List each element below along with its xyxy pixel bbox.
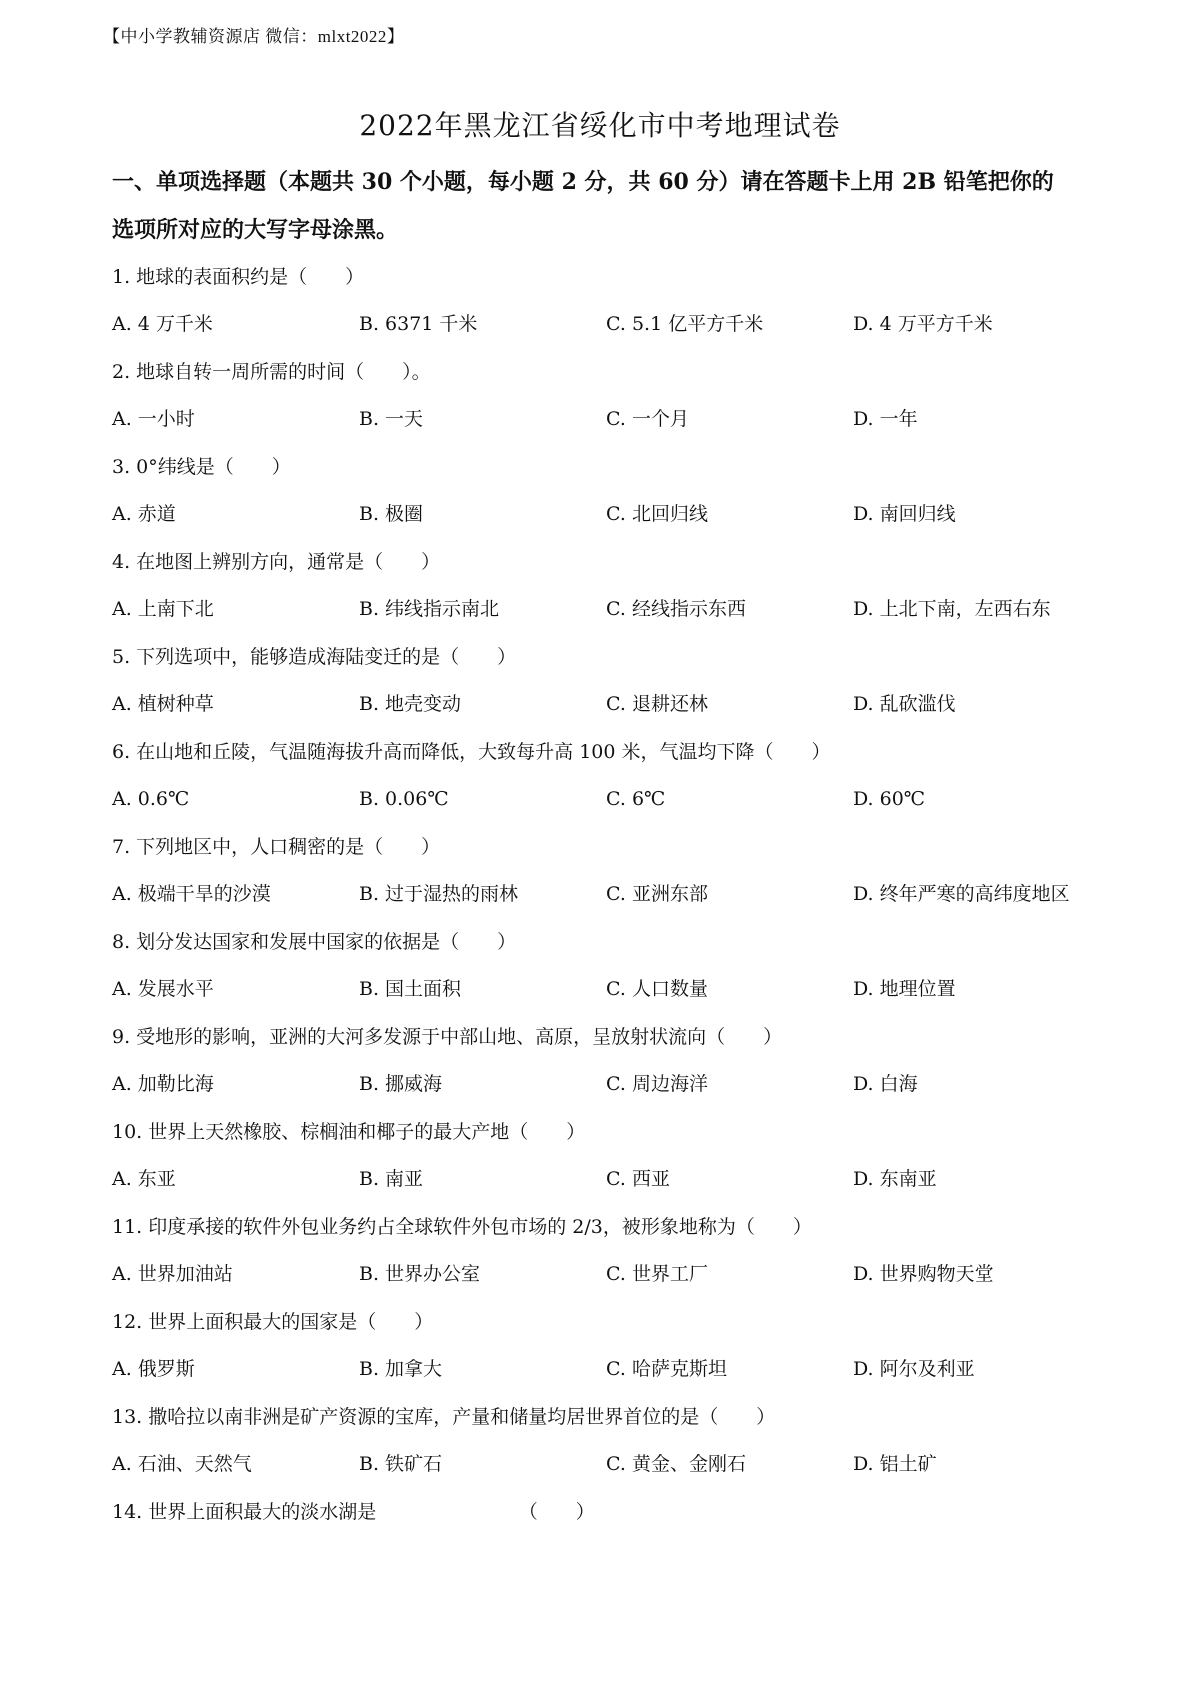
option-c: C. 哈萨克斯坦 — [606, 1358, 727, 1380]
question-stem: 10. 世界上天然橡胶、棕榈油和椰子的最大产地（ ） — [112, 1121, 586, 1143]
question-12 — [112, 1298, 1112, 1393]
question-10 — [112, 1108, 1112, 1203]
option-a: A. 石油、天然气 — [112, 1453, 252, 1475]
question-options — [112, 396, 1112, 443]
question-stem: 9. 受地形的影响，亚洲的大河多发源于中部山地、高原，呈放射状流向（ ） — [112, 1026, 783, 1048]
option-d: D. 铝土矿 — [853, 1453, 937, 1475]
option-c: C. 世界工厂 — [606, 1263, 708, 1285]
option-d: D. 60℃ — [853, 788, 926, 810]
question-options — [112, 681, 1112, 728]
question-options — [112, 1346, 1112, 1393]
option-d: D. 南回归线 — [853, 503, 956, 525]
document-title: 2022年黑龙江省绥化市中考地理试卷 — [359, 109, 841, 142]
option-a: A. 世界加油站 — [112, 1263, 233, 1285]
question-stem: 4. 在地图上辨别方向，通常是（ ） — [112, 551, 441, 573]
option-b: B. 南亚 — [359, 1168, 424, 1190]
option-b: B. 挪威海 — [359, 1073, 443, 1095]
question-9 — [112, 1013, 1112, 1108]
option-c: C. 5.1 亿平方千米 — [606, 313, 764, 335]
question-8 — [112, 918, 1112, 1013]
question-stem: 11. 印度承接的软件外包业务约占全球软件外包市场的 2/3，被形象地称为（ ） — [112, 1216, 812, 1238]
question-options — [112, 491, 1112, 538]
option-b: B. 极圈 — [359, 503, 424, 525]
option-b: B. 铁矿石 — [359, 1453, 443, 1475]
question-stem: 1. 地球的表面积约是（ ） — [112, 266, 365, 288]
question-2 — [112, 348, 1112, 443]
question-6 — [112, 728, 1112, 823]
option-c: C. 经线指示东西 — [606, 598, 746, 620]
option-b: B. 国土面积 — [359, 978, 462, 1000]
question-14 — [112, 1488, 1112, 1536]
option-b: B. 6371 千米 — [359, 313, 478, 335]
question-4 — [112, 538, 1112, 633]
option-a: A. 东亚 — [112, 1168, 176, 1190]
question-options — [112, 1251, 1112, 1298]
option-c: C. 人口数量 — [606, 978, 708, 1000]
option-b: B. 纬线指示南北 — [359, 598, 500, 620]
option-d: D. 地理位置 — [853, 978, 956, 1000]
option-d: D. 4 万平方千米 — [853, 313, 993, 335]
question-stem: 6. 在山地和丘陵，气温随海拔升高而降低，大致每升高 100 米，气温均下降（ ） — [112, 741, 831, 763]
question-options — [112, 1441, 1112, 1488]
section-heading-line-1: 一、单项选择题（本题共 30 个小题，每小题 2 分，共 60 分）请在答题卡上用 2B 铅笔把你的 — [112, 169, 1054, 195]
question-1 — [112, 253, 1112, 348]
question-stem: 12. 世界上面积最大的国家是（ ） — [112, 1311, 434, 1333]
question-3 — [112, 443, 1112, 538]
option-a: A. 极端干旱的沙漠 — [112, 883, 271, 905]
question-stem: 8. 划分发达国家和发展中国家的依据是（ ） — [112, 931, 517, 953]
option-d: D. 白海 — [853, 1073, 918, 1095]
question-13 — [112, 1393, 1112, 1488]
option-c: C. 黄金、金刚石 — [606, 1453, 746, 1475]
option-c: C. 周边海洋 — [606, 1073, 708, 1095]
question-stem: 7. 下列地区中，人口稠密的是（ ） — [112, 836, 441, 858]
option-d: D. 终年严寒的高纬度地区 — [853, 883, 1070, 905]
option-b: B. 地壳变动 — [359, 693, 462, 715]
option-b: B. 0.06℃ — [359, 788, 449, 810]
option-a: A. 俄罗斯 — [112, 1358, 195, 1380]
option-c: C. 退耕还林 — [606, 693, 708, 715]
question-options — [112, 586, 1112, 633]
option-d: D. 世界购物天堂 — [853, 1263, 994, 1285]
question-options — [112, 776, 1112, 823]
option-c: C. 一个月 — [606, 408, 689, 430]
question-options — [112, 301, 1112, 348]
question-stem: 13. 撒哈拉以南非洲是矿产资源的宝库，产量和储量均居世界首位的是（ ） — [112, 1406, 776, 1428]
section-heading-line-2: 选项所对应的大写字母涂黑。 — [112, 217, 399, 243]
option-a: A. 植树种草 — [112, 693, 214, 715]
section-heading — [112, 158, 1112, 254]
option-d: D. 上北下南，左西右东 — [853, 598, 1051, 620]
question-stem: 2. 地球自转一周所需的时间（ ）。 — [112, 361, 431, 383]
option-c: C. 亚洲东部 — [606, 883, 708, 905]
question-stem: 14. 世界上面积最大的淡水湖是 （ ） — [112, 1501, 595, 1523]
question-7 — [112, 823, 1112, 918]
option-a: A. 一小时 — [112, 408, 195, 430]
option-a: A. 4 万千米 — [112, 313, 213, 335]
question-options — [112, 1156, 1112, 1203]
option-a: A. 上南下北 — [112, 598, 214, 620]
question-5 — [112, 633, 1112, 728]
question-stem: 3. 0°纬线是（ ） — [112, 456, 291, 478]
question-stem: 5. 下列选项中，能够造成海陆变迁的是（ ） — [112, 646, 517, 668]
option-a: A. 0.6℃ — [112, 788, 190, 810]
option-b: B. 一天 — [359, 408, 424, 430]
question-list — [112, 253, 1112, 1536]
option-c: C. 6℃ — [606, 788, 666, 810]
option-b: B. 过于湿热的雨林 — [359, 883, 519, 905]
question-options — [112, 871, 1112, 918]
option-d: D. 东南亚 — [853, 1168, 937, 1190]
option-c: C. 西亚 — [606, 1168, 670, 1190]
option-b: B. 加拿大 — [359, 1358, 443, 1380]
watermark-text: 【中小学教辅资源店 微信：mlxt2022】 — [103, 27, 405, 46]
option-a: A. 发展水平 — [112, 978, 214, 1000]
option-d: D. 阿尔及利亚 — [853, 1358, 975, 1380]
option-a: A. 加勒比海 — [112, 1073, 214, 1095]
question-options — [112, 966, 1112, 1013]
option-d: D. 一年 — [853, 408, 918, 430]
option-c: C. 北回归线 — [606, 503, 708, 525]
question-options — [112, 1061, 1112, 1108]
option-b: B. 世界办公室 — [359, 1263, 481, 1285]
option-d: D. 乱砍滥伐 — [853, 693, 956, 715]
option-a: A. 赤道 — [112, 503, 176, 525]
question-11 — [112, 1203, 1112, 1298]
